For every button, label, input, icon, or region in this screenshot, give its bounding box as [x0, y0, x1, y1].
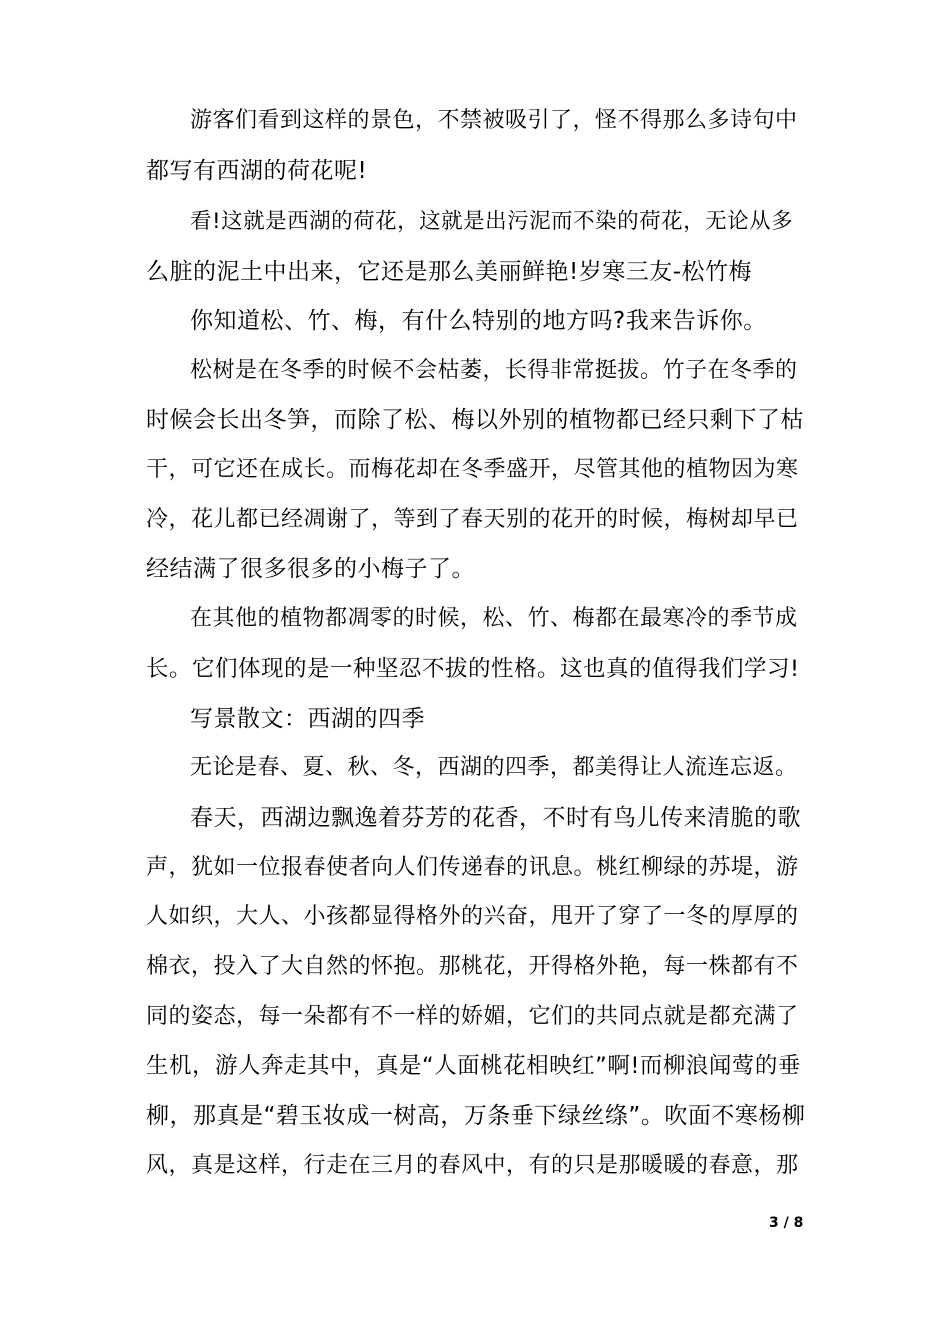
text-line: 无论是春、夏、秋、冬，西湖的四季，都美得让人流连忘返。 [190, 755, 798, 780]
text-line: 冷，花儿都已经凋谢了，等到了春天别的花开的时候，梅树却早已 [146, 507, 799, 532]
text-line: 干，可它还在成长。而梅花却在冬季盛开，尽管其他的植物因为寒 [146, 457, 799, 482]
text-line: 同的姿态，每一朵都有不一样的娇媚，它们的共同点就是都充满了 [146, 1004, 799, 1029]
text-line: 么脏的泥土中出来，它还是那么美丽鲜艳!岁寒三友-松竹梅 [146, 259, 753, 285]
text-line: 你知道松、竹、梅，有什么特别的地方吗?我来告诉你。 [190, 308, 767, 334]
text-line: 声，犹如一位报春使者向人们传递春的讯息。桃红柳绿的苏堤，游 [146, 855, 799, 880]
text-line: 人如织，大人、小孩都显得格外的兴奋，甩开了穿了一冬的厚厚的 [146, 904, 799, 929]
text-line: 生机，游人奔走其中，真是“人面桃花相映红”啊!而柳浪闻莺的垂 [146, 1053, 801, 1079]
text-line: 风，真是这样，行走在三月的春风中，有的只是那暖暖的春意，那 [146, 1153, 799, 1178]
text-line: 看!这就是西湖的荷花，这就是出污泥而不染的荷花，无论从多 [190, 209, 794, 234]
text-line: 松树是在冬季的时候不会枯萎，长得非常挺拔。竹子在冬季的 [190, 358, 798, 383]
text-line: 棉衣，投入了大自然的怀抱。那桃花，开得格外艳，每一株都有不 [146, 954, 799, 979]
text-line: 经结满了很多很多的小梅子了。 [146, 556, 475, 582]
text-line: 春天，西湖边飘逸着芬芳的花香，不时有鸟儿传来清脆的歌 [190, 805, 801, 831]
text-line: 柳，那真是“碧玉妆成一树高，万条垂下绿丝绦”。吹面不寒杨柳 [146, 1103, 806, 1129]
text-line: 时候会长出冬笋，而除了松、梅以外别的植物都已经只剩下了枯 [146, 407, 804, 433]
page-number: 3 / 8 [769, 1215, 804, 1231]
section-heading: 写景散文：西湖的四季 [190, 706, 425, 732]
text-line: 长。它们体现的是一种坚忍不拔的性格。这也真的值得我们学习! [146, 656, 800, 682]
text-line: 游客们看到这样的景色，不禁被吸引了，怪不得那么多诗句中 [190, 108, 798, 133]
text-line: 在其他的植物都凋零的时候，松、竹、梅都在最寒冷的季节成 [190, 606, 798, 631]
text-line: 都写有西湖的荷花呢! [146, 158, 368, 184]
